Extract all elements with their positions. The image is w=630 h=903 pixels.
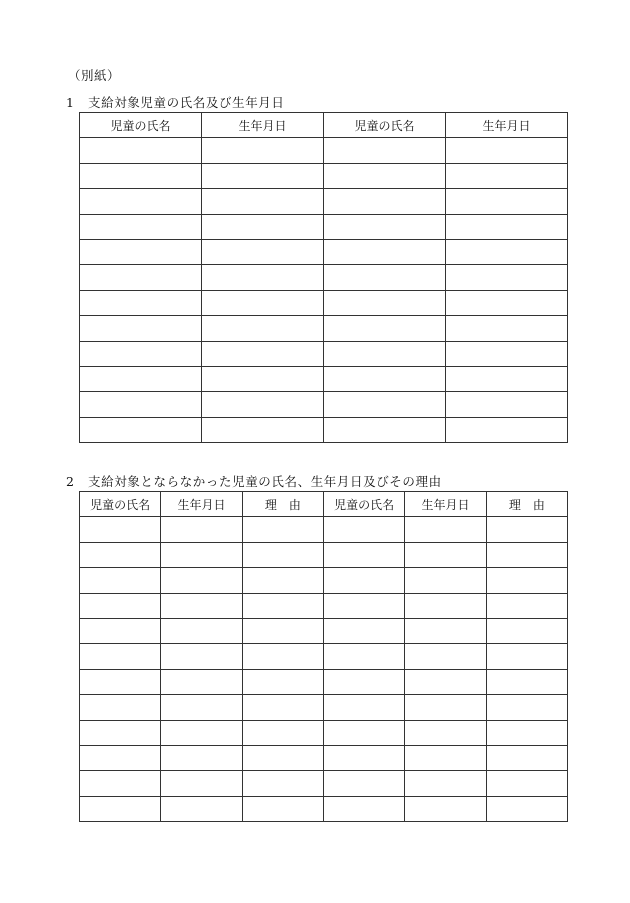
table-cell xyxy=(242,568,323,593)
table-row xyxy=(80,695,568,720)
table-cell xyxy=(202,316,324,341)
table-cell xyxy=(324,239,446,264)
section-2-heading xyxy=(66,472,442,490)
table-cell xyxy=(323,695,404,720)
table-cell xyxy=(242,618,323,643)
table-cell xyxy=(324,417,446,442)
column-header-child-name: 児童の氏名 xyxy=(80,492,161,517)
table-cell xyxy=(486,771,567,796)
table-cell xyxy=(405,720,486,745)
table-cell xyxy=(80,644,161,669)
table-row xyxy=(80,720,568,745)
table-cell xyxy=(242,644,323,669)
table-cell xyxy=(202,214,324,239)
table-cell xyxy=(161,695,242,720)
table-cell xyxy=(80,163,202,188)
table-row xyxy=(80,669,568,694)
eligible-children-table xyxy=(79,112,568,443)
table-cell xyxy=(324,392,446,417)
table-cell xyxy=(242,796,323,821)
table-cell xyxy=(324,290,446,315)
table-cell xyxy=(80,720,161,745)
table-cell xyxy=(446,265,568,290)
table-cell xyxy=(161,568,242,593)
table-row xyxy=(80,366,568,391)
table-cell xyxy=(80,392,202,417)
column-header-child-name: 児童の氏名 xyxy=(323,492,404,517)
table-cell xyxy=(446,138,568,163)
table-row xyxy=(80,214,568,239)
table-cell xyxy=(242,720,323,745)
table-cell xyxy=(324,265,446,290)
table-row xyxy=(80,771,568,796)
table-cell xyxy=(405,644,486,669)
table-cell xyxy=(323,517,404,542)
column-header-child-name: 児童の氏名 xyxy=(80,113,202,138)
table-cell xyxy=(80,290,202,315)
table-cell xyxy=(486,618,567,643)
table-cell xyxy=(405,669,486,694)
table-cell xyxy=(242,517,323,542)
table-cell xyxy=(486,695,567,720)
table-cell xyxy=(202,341,324,366)
table-cell xyxy=(446,163,568,188)
table-cell xyxy=(202,366,324,391)
column-header-birthdate: 生年月日 xyxy=(161,492,242,517)
table-cell xyxy=(323,568,404,593)
table-cell xyxy=(405,618,486,643)
table-cell xyxy=(80,417,202,442)
table-cell xyxy=(202,138,324,163)
table-cell xyxy=(80,189,202,214)
table-cell xyxy=(202,290,324,315)
column-header-birthdate: 生年月日 xyxy=(202,113,324,138)
table-cell xyxy=(80,239,202,264)
table-row xyxy=(80,745,568,770)
table-cell xyxy=(161,745,242,770)
table-row xyxy=(80,316,568,341)
table-cell xyxy=(161,644,242,669)
table-cell xyxy=(446,392,568,417)
table-cell xyxy=(446,316,568,341)
table-row xyxy=(80,417,568,442)
table-cell xyxy=(242,745,323,770)
section-1-heading xyxy=(66,93,285,111)
table-cell xyxy=(80,366,202,391)
table-cell xyxy=(324,138,446,163)
table-cell xyxy=(202,163,324,188)
section-2-title: 支給対象とならなかった児童の氏名、生年月日及びその理由 xyxy=(88,474,442,489)
table-cell xyxy=(486,720,567,745)
table-cell xyxy=(242,771,323,796)
column-header-birthdate: 生年月日 xyxy=(405,492,486,517)
table-cell xyxy=(405,542,486,567)
table-cell xyxy=(161,542,242,567)
table-cell xyxy=(405,517,486,542)
column-header-reason: 理 由 xyxy=(242,492,323,517)
table-header-row xyxy=(80,492,568,517)
table-row xyxy=(80,265,568,290)
table-cell xyxy=(242,593,323,618)
table-cell xyxy=(161,669,242,694)
table-cell xyxy=(80,138,202,163)
table-cell xyxy=(486,568,567,593)
table-cell xyxy=(80,695,161,720)
table-cell xyxy=(323,618,404,643)
table-cell xyxy=(324,214,446,239)
table-cell xyxy=(161,771,242,796)
table-cell xyxy=(446,239,568,264)
table-cell xyxy=(486,517,567,542)
table-cell xyxy=(242,695,323,720)
table-cell xyxy=(80,745,161,770)
table-row xyxy=(80,392,568,417)
section-1-number: 1 xyxy=(66,95,75,110)
table-cell xyxy=(486,796,567,821)
table-cell xyxy=(323,593,404,618)
ineligible-children-table-body xyxy=(80,517,568,822)
section-2-number: 2 xyxy=(66,474,75,489)
table-cell xyxy=(80,542,161,567)
table-cell xyxy=(80,316,202,341)
table-cell xyxy=(242,669,323,694)
table-cell xyxy=(202,392,324,417)
table-cell xyxy=(242,542,323,567)
table-row xyxy=(80,163,568,188)
table-cell xyxy=(161,720,242,745)
table-cell xyxy=(405,695,486,720)
table-cell xyxy=(323,745,404,770)
table-row xyxy=(80,290,568,315)
table-cell xyxy=(80,669,161,694)
table-row xyxy=(80,341,568,366)
column-header-birthdate: 生年月日 xyxy=(446,113,568,138)
table-cell xyxy=(80,796,161,821)
table-cell xyxy=(446,341,568,366)
table-row xyxy=(80,239,568,264)
table-cell xyxy=(202,239,324,264)
table-cell xyxy=(446,366,568,391)
table-cell xyxy=(80,517,161,542)
table-cell xyxy=(405,568,486,593)
section-1-title: 支給対象児童の氏名及び生年月日 xyxy=(88,95,285,110)
table-cell xyxy=(80,341,202,366)
annex-label: （別紙） xyxy=(68,68,121,83)
table-row xyxy=(80,542,568,567)
table-cell xyxy=(80,593,161,618)
table-cell xyxy=(486,593,567,618)
table-cell xyxy=(323,720,404,745)
table-cell xyxy=(486,745,567,770)
table-row xyxy=(80,593,568,618)
table-cell xyxy=(323,669,404,694)
table-cell xyxy=(446,290,568,315)
table-cell xyxy=(405,771,486,796)
table-cell xyxy=(324,163,446,188)
table-cell xyxy=(405,796,486,821)
eligible-children-table-body xyxy=(80,138,568,443)
table-cell xyxy=(323,771,404,796)
table-cell xyxy=(161,796,242,821)
table-cell xyxy=(324,316,446,341)
table-cell xyxy=(202,189,324,214)
table-header-row xyxy=(80,113,568,138)
table-cell xyxy=(323,796,404,821)
table-cell xyxy=(486,644,567,669)
table-cell xyxy=(324,341,446,366)
table-row xyxy=(80,796,568,821)
table-row xyxy=(80,189,568,214)
table-cell xyxy=(80,568,161,593)
table-cell xyxy=(324,366,446,391)
table-cell xyxy=(80,214,202,239)
table-cell xyxy=(446,417,568,442)
table-cell xyxy=(486,542,567,567)
table-row xyxy=(80,138,568,163)
table-cell xyxy=(446,214,568,239)
table-cell xyxy=(486,669,567,694)
table-row xyxy=(80,568,568,593)
table-cell xyxy=(161,517,242,542)
table-cell xyxy=(405,745,486,770)
table-cell xyxy=(446,189,568,214)
table-cell xyxy=(80,265,202,290)
table-cell xyxy=(80,618,161,643)
table-row xyxy=(80,517,568,542)
table-row xyxy=(80,618,568,643)
ineligible-children-table xyxy=(79,491,568,822)
table-row xyxy=(80,644,568,669)
table-cell xyxy=(324,189,446,214)
table-cell xyxy=(202,265,324,290)
column-header-child-name: 児童の氏名 xyxy=(324,113,446,138)
table-cell xyxy=(323,542,404,567)
column-header-reason: 理 由 xyxy=(486,492,567,517)
table-cell xyxy=(202,417,324,442)
table-cell xyxy=(405,593,486,618)
table-cell xyxy=(80,771,161,796)
table-cell xyxy=(161,593,242,618)
table-cell xyxy=(323,644,404,669)
table-cell xyxy=(161,618,242,643)
